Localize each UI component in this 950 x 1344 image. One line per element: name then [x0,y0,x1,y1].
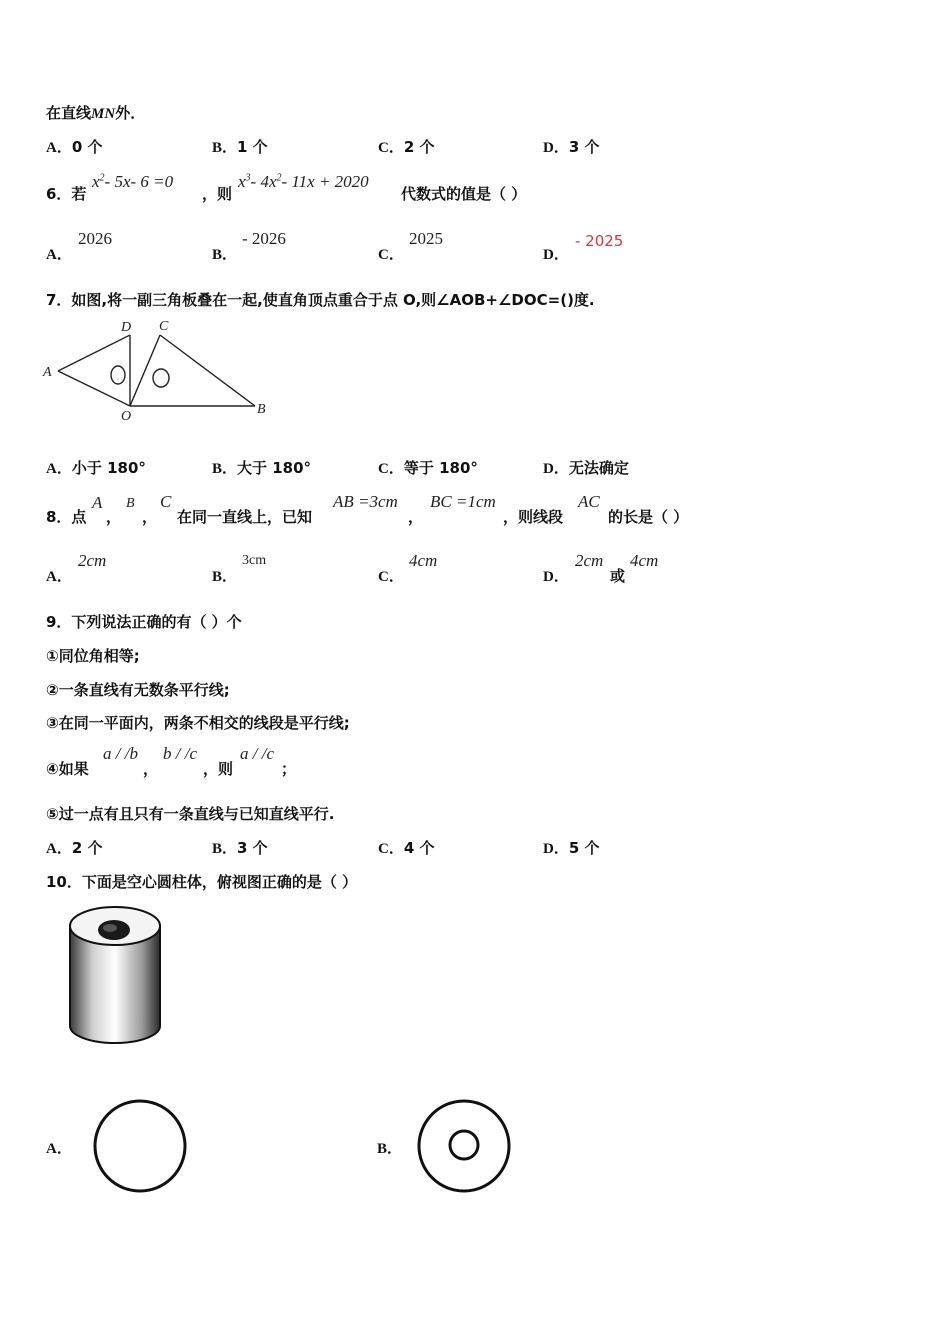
q9-option-d[interactable]: D．5 个 [543,839,600,857]
q9-statement-4-then: ，则 [203,760,234,778]
q8-point-a: A [92,493,103,512]
q9-statement-4-prefix: ④如果 [46,760,89,778]
q6-condition-equation: $x^2-$ 5x- 6 =0 [92,172,174,191]
q9-statement-3: ③在同一平面内，两条不相交的线段是平行线; [46,714,350,732]
q7-option-a[interactable]: A．小于 180° [46,459,146,477]
q8-option-d-label[interactable]: D． [543,569,569,585]
q7-triangle-figure [40,316,275,426]
q7-stem: 7．如图,将一副三角板叠在一起,使直角顶点重合于点 O,则∠AOB+∠DOC=()度. [46,291,595,309]
q10-option-b-label[interactable]: B． [377,1141,403,1157]
q9-statement-1: ①同位角相等; [46,647,140,665]
fig-label-c: C [159,319,169,334]
fig-label-b: B [257,402,266,417]
q7-option-c[interactable]: C．等于 180° [378,459,478,477]
q9-statement-4-bc: b / /c [163,744,197,763]
q9-statement-2: ②一条直线有无数条平行线; [46,681,230,699]
q6-number: 6．若 [46,185,87,203]
q6-expression: $x^3-$ $4x^2-$ 11x + 2020 [238,172,369,191]
q9-statement-4-ac: a / /c [240,744,274,763]
q9-statement-4-ab: a / /b [103,744,138,763]
q8-point-b: B [126,496,135,511]
q8-point-c: C [160,492,172,511]
q5-option-a[interactable]: A．0 个 [46,138,103,156]
q6-option-d-value[interactable]: - 2025 [575,232,624,250]
q8-mid-text: 在同一直线上，已知 [177,508,313,526]
q8-option-b-label[interactable]: B． [212,569,238,585]
q6-option-b-label[interactable]: B． [212,247,238,263]
hollow-cylinder-figure [60,898,170,1050]
q10-option-a-label[interactable]: A． [46,1141,72,1157]
q9-statement-4-sep: ， [143,760,159,778]
q5-option-c[interactable]: C．2 个 [378,138,435,156]
q8-option-d-value1[interactable]: 2cm [575,551,604,570]
q9-statement-4-end: ； [281,760,297,778]
q8-sep-2: ， [142,508,158,526]
q9-stem: 9．下列说法正确的有（ ）个 [46,613,242,631]
q8-sep-3: ， [408,508,424,526]
q8-ab-length: AB =3cm [333,492,398,511]
q6-option-a-label[interactable]: A． [46,247,72,263]
q8-ac-segment: AC [578,492,600,511]
q8-number: 8．点 [46,508,87,526]
q8-then: ，则线段 [503,508,564,526]
q6-option-c-value[interactable]: 2025 [409,229,443,248]
fig-label-a: A [43,365,52,380]
q9-option-a[interactable]: A．2 个 [46,839,103,857]
q6-question-tail: 代数式的值是（ ） [401,185,527,203]
q10-option-b-annulus[interactable] [414,1096,514,1196]
q10-stem: 10．下面是空心圆柱体，俯视图正确的是（ ） [46,873,358,891]
q8-bc-length: BC =1cm [430,492,496,511]
q5-option-d[interactable]: D．3 个 [543,138,600,156]
q6-option-b-value[interactable]: - 2026 [242,229,286,248]
q9-option-b[interactable]: B．3 个 [212,839,268,857]
q9-statement-5: ⑤过一点有且只有一条直线与已知直线平行. [46,805,335,823]
q8-option-a-value[interactable]: 2cm [78,551,107,570]
q9-option-c[interactable]: C．4 个 [378,839,435,857]
q5-option-b[interactable]: B．1 个 [212,138,268,156]
q10-option-a-circle[interactable] [90,1096,190,1196]
q6-option-d-label[interactable]: D． [543,247,569,263]
q8-option-d-value2[interactable]: 4cm [630,551,659,570]
q6-option-a-value[interactable]: 2026 [78,229,112,248]
q5-tail: 在直线MN外． [46,104,146,122]
q7-option-b[interactable]: B．大于 180° [212,459,312,477]
q8-option-a-label[interactable]: A． [46,569,72,585]
q8-option-c-value[interactable]: 4cm [409,551,438,570]
q6-then: ，则 [202,185,233,203]
fig-label-o: O [121,409,132,424]
q6-option-c-label[interactable]: C． [378,247,404,263]
q7-option-d[interactable]: D．无法确定 [543,459,629,477]
q8-sep-1: ， [106,508,122,526]
q8-option-b-value[interactable]: 3cm [242,553,267,568]
q8-question-tail: 的长是（ ） [608,508,689,526]
q8-option-d-or: 或 [610,567,626,585]
q8-option-c-label[interactable]: C． [378,569,404,585]
fig-label-d: D [121,320,132,335]
